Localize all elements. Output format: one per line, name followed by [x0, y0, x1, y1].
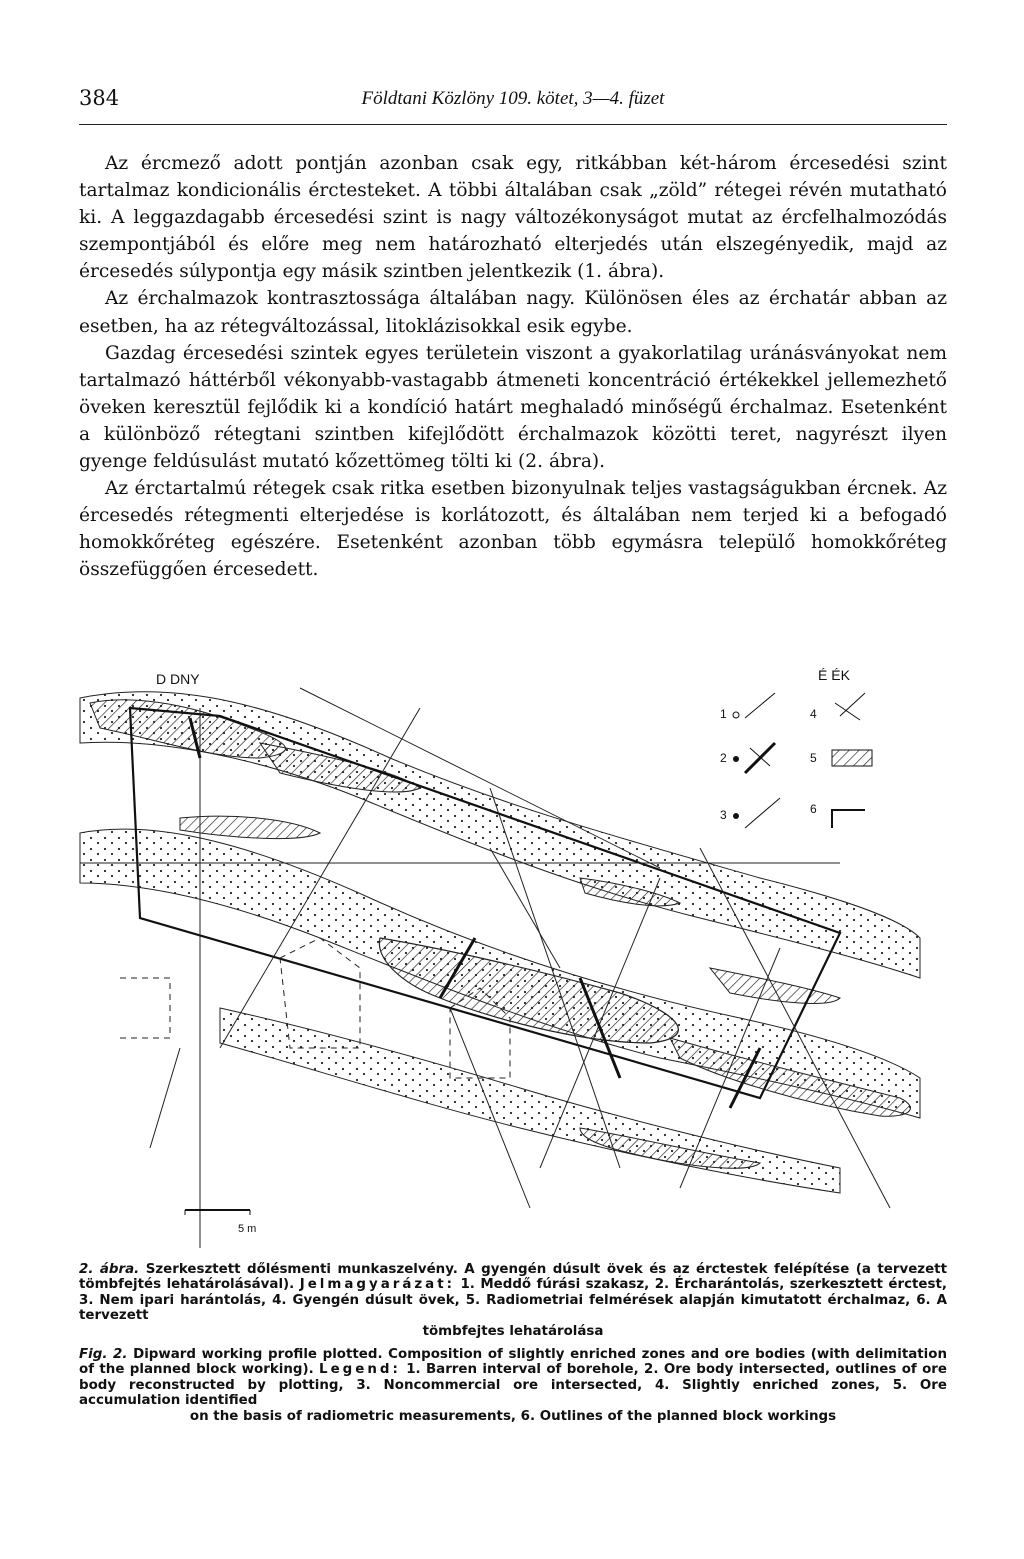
orientation-left-label: D DNY	[156, 671, 200, 687]
legend-number-6: 6	[810, 802, 817, 816]
figure-caption	[79, 1262, 947, 1424]
caption-english	[79, 1347, 947, 1409]
legend-number-5: 5	[810, 751, 817, 765]
scale-bar	[185, 1210, 256, 1235]
caption-hu-legend-word: Jelmagyarázat:	[299, 1277, 455, 1293]
legend-number-1: 1	[720, 707, 727, 721]
caption-hungarian	[79, 1262, 947, 1324]
legend-number-3: 3	[720, 808, 727, 822]
body-text	[79, 150, 947, 584]
scale-label: 5 m	[238, 1223, 257, 1235]
caption-en-text-3: on the basis of radiometric measurements, 6. Outlines of the planned block workings	[189, 1408, 837, 1424]
journal-title: Földtani Közlöny 109. kötet, 3—4. füzet	[361, 88, 665, 109]
page-header	[79, 86, 947, 116]
figure-legend	[720, 693, 872, 828]
legend-symbol-5	[832, 750, 872, 766]
legend-symbol-1	[733, 712, 739, 718]
caption-hu-label: 2. ábra.	[79, 1262, 140, 1277]
caption-hu-text-3: tömbfejtes lehatárolása	[422, 1323, 604, 1339]
geological-profile-figure	[60, 648, 960, 1248]
legend-number-2: 2	[720, 751, 727, 765]
orientation-right-label: É ÉK	[818, 667, 850, 683]
caption-en-label: Fig. 2.	[79, 1347, 128, 1363]
legend-symbol-6	[832, 810, 865, 828]
page-number: 384	[79, 86, 120, 110]
legend-number-4: 4	[810, 707, 817, 721]
caption-hu-text-1: Szerkesztett dőlésmenti munkaszelvény. A gyengén dúsult övek és az érctestek felépítése (a tervezett tömbfejtés lehatárolásával).	[79, 1262, 947, 1293]
enriched-zones	[80, 692, 920, 1193]
caption-hu-text-2: 1. Meddő fúrási szakasz, 2. Ércharántolás, szerkesztett érctest, 3. Nem ipari harántolás, 4. Gyengén dúsult övek, 5. Radiometriai felmérések alapján kimutatott érchalmaz, 6. A tervezett	[79, 1277, 947, 1324]
paragraph-2: Az érchalmazok kontrasztossága általában nagy. Különösen éles az érchatár abban az esetben, ha az rétegváltozással, litoklázisokkal esik egybe.	[79, 288, 947, 337]
paragraph-4: Az érctartalmú rétegek csak ritka esetben bizonyulnak teljes vastagságukban ércnek. Az ércesedés rétegmenti elterjedése is korlátozott, és általában nem terjed ki a befogadó homokkőréteg egészére. Esetenként azonban több egymásra települő homokkőréteg összefüggően ércesedett.	[79, 478, 947, 581]
legend-symbol-3	[733, 813, 739, 819]
paragraph-3: Gazdag ércesedési szintek egyes területein viszont a gyakorlatilag uránásványokat nem tartalmazó háttérből vékonyabb-vastagabb átmeneti koncentráció értékekkel jellemezhető öveken keresztül fejlődik ki a kondíció határt meghaladó minőségű érchalmaz. Esetenként a különböző rétegtani szintben kifejlődött érchalmazok közötti teret, nagyrészt ilyen gyenge feldúsulást mutató kőzettömeg tölti ki (2. ábra).	[79, 342, 947, 473]
header-rule	[79, 124, 947, 125]
caption-en-legend-word: Legend:	[319, 1362, 401, 1378]
legend-symbol-2	[733, 756, 739, 762]
caption-en-text-1: Dipward working profile plotted. Composition of slightly enriched zones and ore bodies (with delimitation of the planned block working).	[79, 1347, 947, 1378]
caption-en-text-2: 1. Barren interval of borehole, 2. Ore body intersected, outlines of ore body reconstructed by plotting, 3. Noncommercial ore intersected, 4. Slightly enriched zones, 5. Ore accumulation identified	[79, 1362, 947, 1409]
paragraph-1: Az ércmező adott pontján azonban csak egy, ritkábban két-három ércesedési szint tartalmaz kondicionális érctesteket. A többi általában csak „zöld” rétegei révén mutatható ki. A leggazdagabb ércesedési szint is nagy változékonyságot mutat az ércfelhalmozódás szempontjából és előre meg nem határozható elterjedés után elszegényedik, majd az ércesedés súlypontja egy másik szintben jelentkezik (1. ábra).	[79, 153, 947, 283]
